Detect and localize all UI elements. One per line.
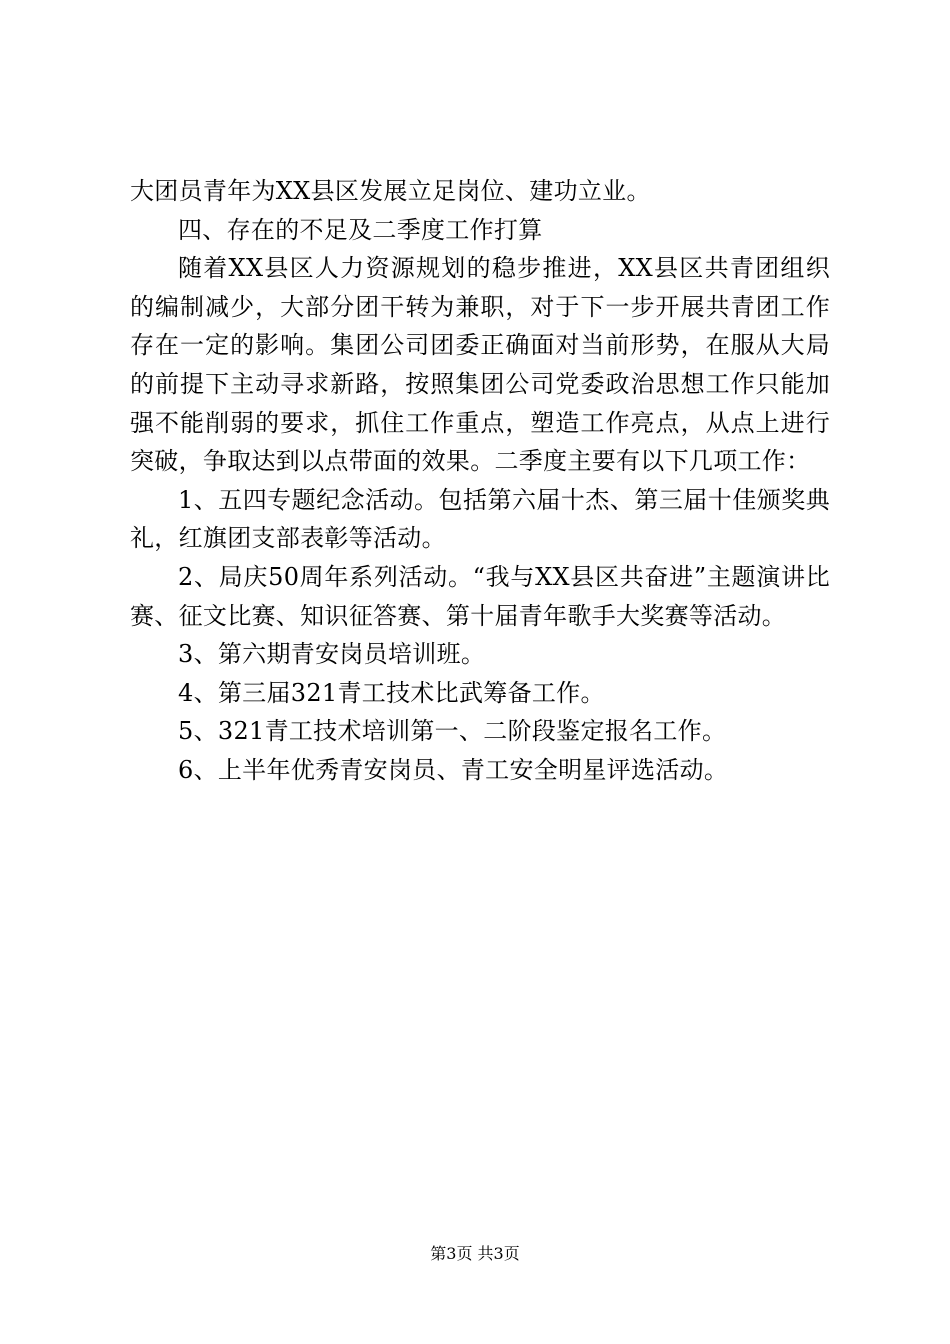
section-heading: 四、存在的不足及二季度工作打算 <box>178 215 543 244</box>
paragraph-situation: 随着XX县区人力资源规划的稳步推进，XX县区共青团组织的编制减少，大部分团干转为兼职，对于下一步开展共青团工作存在一定的影响。集团公司团委正确面对当前形势，在服从大局的前提下主动寻求新路，按照集团公司党委政治思想工作只能加强不能削弱的要求，抓住工作重点，塑造工作亮点，从点上进行突破，争取达到以点带面的效果。二季度主要有以下几项工作： <box>130 254 830 476</box>
list-item-1: 1、五四专题纪念活动。包括第六届十杰、第三届十佳颁奖典礼，红旗团支部表彰等活动。 <box>130 485 830 553</box>
paragraph-continuation: 大团员青年为XX县区发展立足岗位、建功立业。 <box>130 177 651 205</box>
list-item-4: 4、第三届321青工技术比武筹备工作。 <box>178 678 605 707</box>
list-item-5: 5、321青工技术培训第一、二阶段鉴定报名工作。 <box>178 717 727 746</box>
page-footer: 第3页 共3页 <box>430 1244 520 1263</box>
list-item-2: 2、局庆50周年系列活动。“我与XX县区共奋进”主题演讲比赛、征文比赛、知识征答赛、第十届青年歌手大奖赛等活动。 <box>130 562 830 630</box>
list-item-6: 6、上半年优秀青安岗员、青工安全明星评选活动。 <box>178 755 729 784</box>
document-body <box>130 172 830 790</box>
list-item-3: 3、第六期青安岗员培训班。 <box>178 640 486 669</box>
